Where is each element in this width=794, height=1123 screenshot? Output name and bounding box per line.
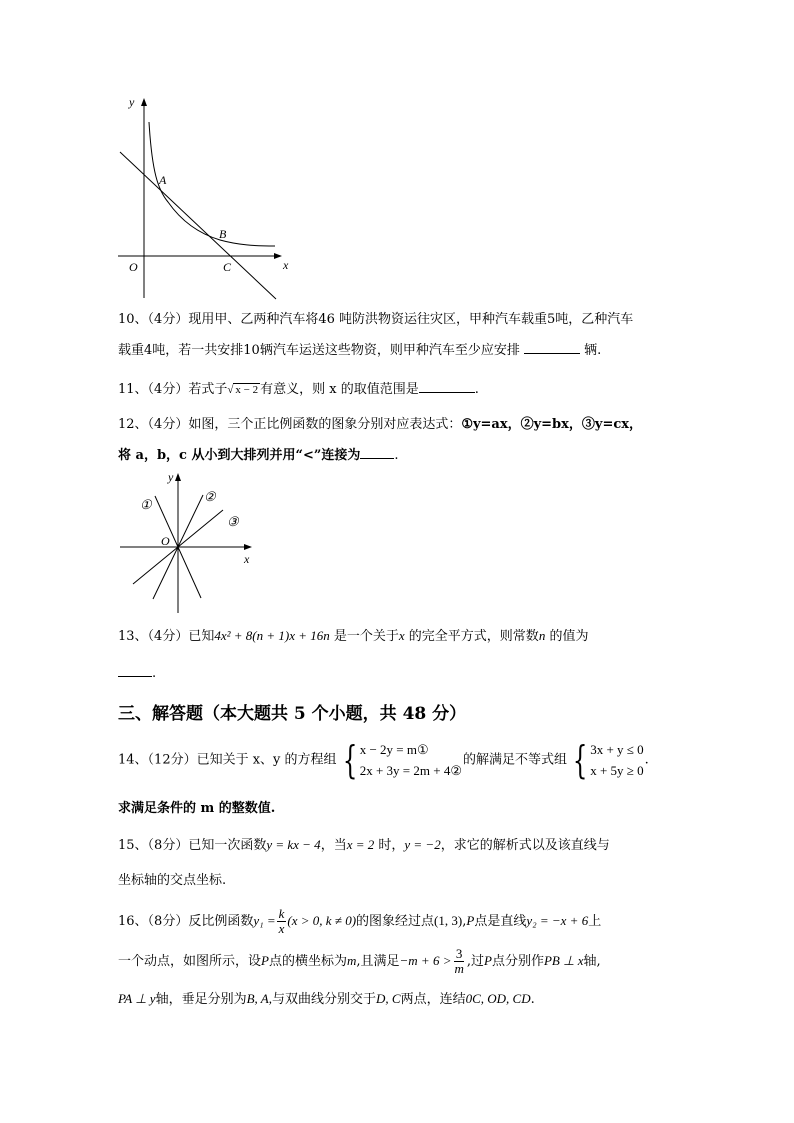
q12-answer-blank[interactable] [360, 446, 394, 459]
x-axis-arrow [274, 253, 282, 259]
y-axis-arrow [141, 98, 147, 106]
q16-line2: 一个动点，如图所示，设P点的横坐标为m,且满足−m + 6 > $\frac{3}{m}$ ,过P点分别作PB ⊥ x轴, [118, 946, 601, 976]
label-x: x [283, 258, 289, 272]
q12-line2: 将 a，b，c 从小到大排列并用“<”连接为 . [118, 448, 399, 463]
q13-line1: 13、（4分）已知4x² + 8(n + 1)x + 16n 是一个关于x 的完全平方式，则常数n 的值为 [118, 628, 589, 644]
q11-line: 11、（4分）若式子√ x − 2 有意义，则 x 的取值范围是 . [118, 382, 479, 397]
label-y: y [168, 470, 174, 484]
q13-line2: . [118, 664, 156, 683]
q15-line2: 坐标轴的交点坐标. [118, 873, 227, 888]
equation-system: { x − 2y = m① 2x + 3y = 2m + 4② [342, 738, 462, 782]
q14-line2: 求满足条件的 m 的整数值. [118, 801, 276, 816]
label-a: A [159, 173, 167, 187]
figure-proportional-lines [115, 468, 265, 618]
section-heading: 三、解答题（本大题共 5 个小题，共 48 分） [118, 704, 467, 724]
hyperbola-curve [149, 122, 275, 246]
q16-line1: 16、（8分）反比例函数y₁ = $\frac{k}{x}$ (x > 0, k ≠ 0)的图象经过点(1, 3),P点是直线y₂ = −x + 6上 [118, 906, 602, 936]
q10-answer-blank[interactable] [524, 341, 580, 354]
label-x: x [244, 552, 250, 566]
q10-line1: 10、（4分）现用甲、乙两种汽车将46 吨防洪物资运往灾区，甲种汽车载重5吨，乙种汽车 [118, 312, 634, 327]
fraction-3-over-m: $\frac{3}{m}$ [454, 946, 464, 976]
label-circle-3: ③ [227, 514, 239, 529]
label-circle-1: ① [140, 497, 152, 512]
fraction-k-over-x: $\frac{k}{x}$ [278, 906, 285, 936]
x-axis-arrow [244, 544, 252, 550]
inequality-system: { 3x + y ≤ 0 x + 5y ≥ 0 [572, 738, 644, 782]
q13-answer-blank[interactable] [118, 664, 152, 677]
y-axis-arrow [175, 473, 181, 481]
label-circle-2: ② [204, 489, 216, 504]
label-o: O [129, 260, 138, 274]
q10-line2: 载重4吨，若一共安排10辆汽车运送这些物资，则甲种汽车至少应安排 辆. [118, 343, 602, 358]
q14-line1: 14、（12分）已知关于 x、y 的方程组 { x − 2y = m① 2x + 3y = 2m + 4② 的解满足不等式组 { 3x + y ≤ 0 x + 5y ≥ 0 . [118, 738, 649, 782]
label-c: C [223, 260, 232, 274]
sqrt-expression: √ x − 2 [227, 384, 259, 396]
q16-line3: PA ⊥ y轴，垂足分别为B, A,与双曲线分别交于D, C两点，连结0C, OD, CD. [118, 991, 535, 1007]
label-b: B [219, 227, 227, 241]
straight-line [120, 152, 276, 299]
label-y: y [129, 95, 135, 109]
figure-hyperbola-line [110, 92, 300, 304]
q15-line1: 15、（8分）已知一次函数y = kx − 4，当x = 2 时，y = −2，求它的解析式以及该直线与 [118, 837, 610, 853]
q12-line1: 12、（4分）如图，三个正比例函数的图象分别对应表达式：①y=ax，②y=bx，③y=cx， [118, 417, 643, 432]
q11-answer-blank[interactable] [419, 380, 475, 393]
label-o: O [161, 534, 170, 548]
